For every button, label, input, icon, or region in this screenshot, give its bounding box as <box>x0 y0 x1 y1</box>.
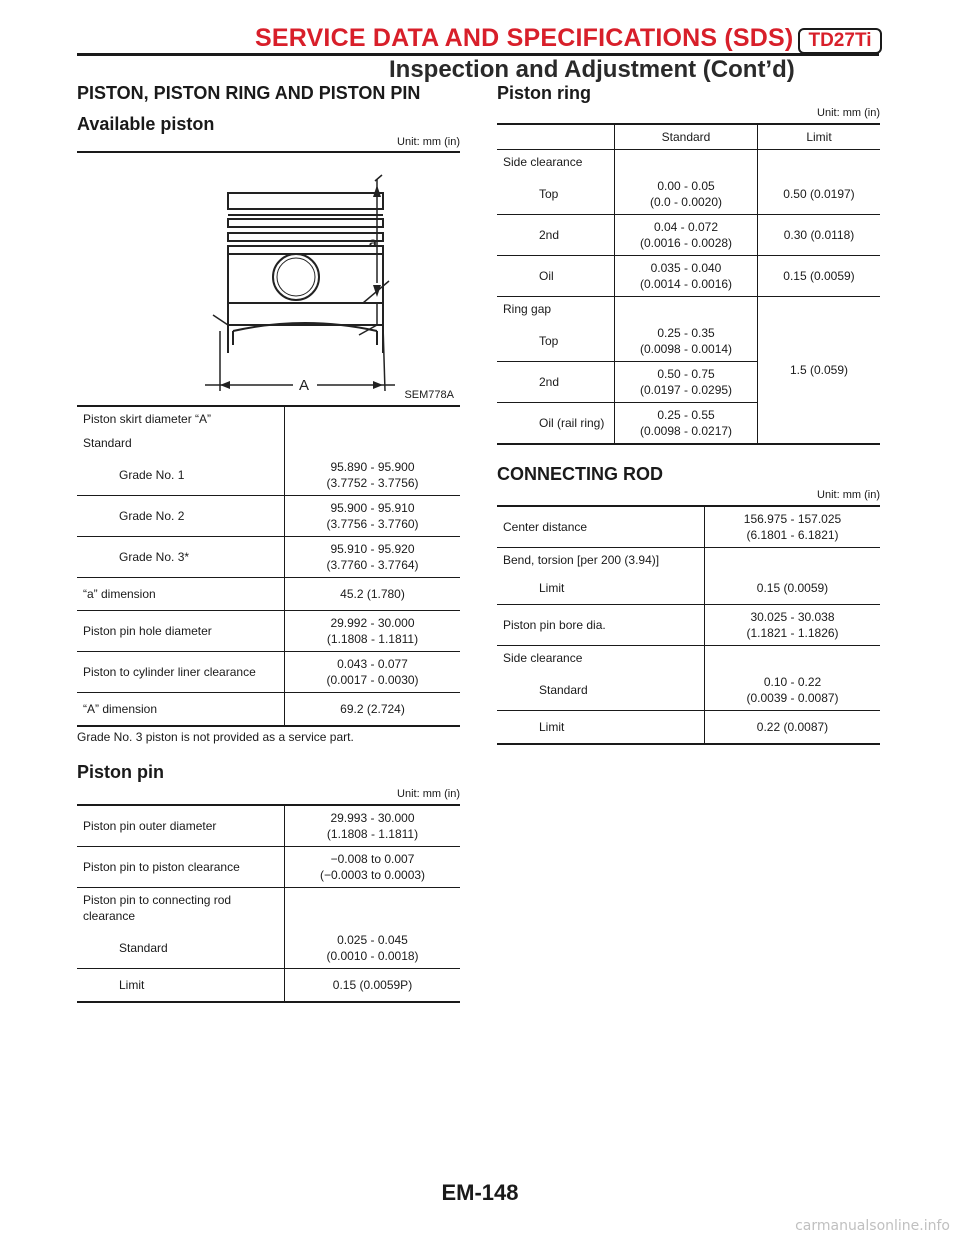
pin-limit-value: 0.15 (0.0059P) <box>285 969 461 1003</box>
ring-gap-label: Ring gap <box>503 302 552 316</box>
liner-clearance-label: Piston to cylinder liner clearance <box>77 652 285 693</box>
table-row <box>497 506 880 548</box>
table-row <box>77 431 460 455</box>
table-row <box>77 455 460 496</box>
a-dimension-value: 45.2 (1.780) <box>285 578 461 611</box>
pin-outer-value: 29.993 - 30.000 (1.1808 - 1.1811) <box>285 805 461 847</box>
available-piston-table <box>77 405 460 727</box>
liner-clearance-value: 0.043 - 0.077 (0.0017 - 0.0030) <box>285 652 461 693</box>
bend-limit-value: 0.15 (0.0059) <box>705 572 881 605</box>
piston-pin-title: Piston pin <box>77 762 164 782</box>
pin-limit-label: Limit <box>119 978 145 992</box>
grade3-value: 95.910 - 95.920 (3.7760 - 3.7764) <box>285 537 461 578</box>
rod-side-limit-label: Limit <box>539 720 565 734</box>
available-piston-unit: Unit: mm (in) <box>397 136 460 148</box>
table-row <box>497 670 880 711</box>
center-distance-label: Center distance <box>497 506 705 548</box>
skirt-label: Piston skirt diameter “A” <box>83 412 212 426</box>
table-row <box>77 578 460 611</box>
side-clearance-label: Side clearance <box>503 155 583 169</box>
pin-bore-label: Piston pin bore dia. <box>497 605 705 646</box>
table-row <box>77 652 460 693</box>
piston-diagram <box>77 153 460 405</box>
column-header-standard: Standard <box>615 124 758 150</box>
table-row <box>497 646 880 671</box>
ring-top-standard: 0.00 - 0.05 (0.0 - 0.0020) <box>615 174 758 215</box>
left-column <box>77 82 460 1003</box>
table-row <box>497 150 880 175</box>
A-dimension-value: 69.2 (2.724) <box>285 693 461 727</box>
table-row <box>77 537 460 578</box>
pin-to-rod-label: Piston pin to connecting rod clearance <box>83 893 232 923</box>
gap-oil-standard: 0.25 - 0.55 (0.0098 - 0.0217) <box>615 403 758 445</box>
gap-oil-label: Oil (rail ring) <box>539 416 605 430</box>
table-row <box>497 572 880 605</box>
grade2-value: 95.900 - 95.910 (3.7756 - 3.7760) <box>285 496 461 537</box>
table-header-row <box>497 124 880 150</box>
grade2-label: Grade No. 2 <box>77 496 285 537</box>
ring-top-limit: 0.50 (0.0197) <box>758 174 881 215</box>
table-row <box>77 928 460 969</box>
table-row <box>77 847 460 888</box>
model-badge: TD27Ti <box>798 28 882 54</box>
column-header-limit: Limit <box>758 124 881 150</box>
center-distance-value: 156.975 - 157.025 (6.1801 - 6.1821) <box>705 506 881 548</box>
available-piston-title: Available piston <box>77 114 215 134</box>
pin-standard-label: Standard <box>77 928 285 969</box>
piston-ring-title: Piston ring <box>497 83 591 103</box>
gap-second-standard: 0.50 - 0.75 (0.0197 - 0.0295) <box>615 362 758 403</box>
table-row <box>497 711 880 745</box>
rod-side-clearance-label: Side clearance <box>503 651 583 665</box>
ring-oil-limit: 0.15 (0.0059) <box>758 256 881 297</box>
pin-outer-label: Piston pin outer diameter <box>77 805 285 847</box>
ring-second-limit: 0.30 (0.0118) <box>758 215 881 256</box>
pin-hole-value: 29.992 - 30.000 (1.1808 - 1.1811) <box>285 611 461 652</box>
pin-standard-value: 0.025 - 0.045 (0.0010 - 0.0018) <box>285 928 461 969</box>
grade1-value: 95.890 - 95.900 (3.7752 - 3.7756) <box>285 455 461 496</box>
table-row <box>77 805 460 847</box>
piston-figure <box>77 153 460 405</box>
gap-top-label: Top <box>497 321 615 362</box>
table-row <box>77 496 460 537</box>
bend-limit-label: Limit <box>497 572 705 605</box>
watermark: carmanualsonline.info <box>795 1218 950 1234</box>
table-row <box>497 174 880 215</box>
right-column <box>497 82 880 745</box>
bend-torsion-label: Bend, torsion [per 200 (3.94)] <box>503 553 660 567</box>
table-row <box>497 605 880 646</box>
standard-label: Standard <box>83 436 132 450</box>
pin-hole-label: Piston pin hole diameter <box>77 611 285 652</box>
table-row <box>77 693 460 727</box>
connecting-rod-title: CONNECTING ROD <box>497 464 663 484</box>
table-row <box>497 215 880 256</box>
table-row <box>77 888 460 929</box>
a-dimension-label: “a” dimension <box>77 578 285 611</box>
piston-ring-table <box>497 123 880 445</box>
gap-top-standard: 0.25 - 0.35 (0.0098 - 0.0014) <box>615 321 758 362</box>
ring-second-standard: 0.04 - 0.072 (0.0016 - 0.0028) <box>615 215 758 256</box>
table-row <box>497 256 880 297</box>
figure-label-A: A <box>299 377 310 394</box>
header-subtitle: Inspection and Adjustment (Cont’d) <box>389 56 795 83</box>
table-row <box>497 548 880 573</box>
table-row <box>77 969 460 1003</box>
connecting-rod-table <box>497 505 880 745</box>
A-dimension-label: “A” dimension <box>83 702 158 716</box>
rod-side-standard-value: 0.10 - 0.22 (0.0039 - 0.0087) <box>705 670 881 711</box>
page-number: EM-148 <box>441 1180 519 1205</box>
rod-side-standard-label: Standard <box>497 670 705 711</box>
ring-second-label: 2nd <box>497 215 615 256</box>
piston-ring-unit: Unit: mm (in) <box>817 107 880 119</box>
table-row <box>77 611 460 652</box>
grade3-footnote: Grade No. 3 piston is not provided as a service part. <box>77 730 354 744</box>
ring-top-label: Top <box>497 174 615 215</box>
grade1-label: Grade No. 1 <box>77 455 285 496</box>
grade3-label: Grade No. 3* <box>77 537 285 578</box>
ring-gap-limit: 1.5 (0.059) <box>758 297 881 445</box>
table-row <box>497 297 880 322</box>
pin-to-piston-label: Piston pin to piston clearance <box>77 847 285 888</box>
ring-oil-standard: 0.035 - 0.040 (0.0014 - 0.0016) <box>615 256 758 297</box>
section-title-piston: PISTON, PISTON RING AND PISTON PIN <box>77 83 421 103</box>
ring-oil-label: Oil <box>497 256 615 297</box>
piston-pin-table <box>77 804 460 1003</box>
gap-second-label: 2nd <box>497 362 615 403</box>
figure-label-a: a <box>369 234 377 250</box>
pin-bore-value: 30.025 - 30.038 (1.1821 - 1.1826) <box>705 605 881 646</box>
section-header-title: SERVICE DATA AND SPECIFICATIONS (SDS) <box>255 24 794 52</box>
table-row <box>77 406 460 431</box>
pin-to-piston-value: −0.008 to 0.007 (−0.0003 to 0.0003) <box>285 847 461 888</box>
connecting-rod-unit: Unit: mm (in) <box>817 489 880 501</box>
piston-pin-unit: Unit: mm (in) <box>397 788 460 800</box>
figure-code: SEM778A <box>404 389 454 401</box>
rod-side-limit-value: 0.22 (0.0087) <box>705 711 881 745</box>
